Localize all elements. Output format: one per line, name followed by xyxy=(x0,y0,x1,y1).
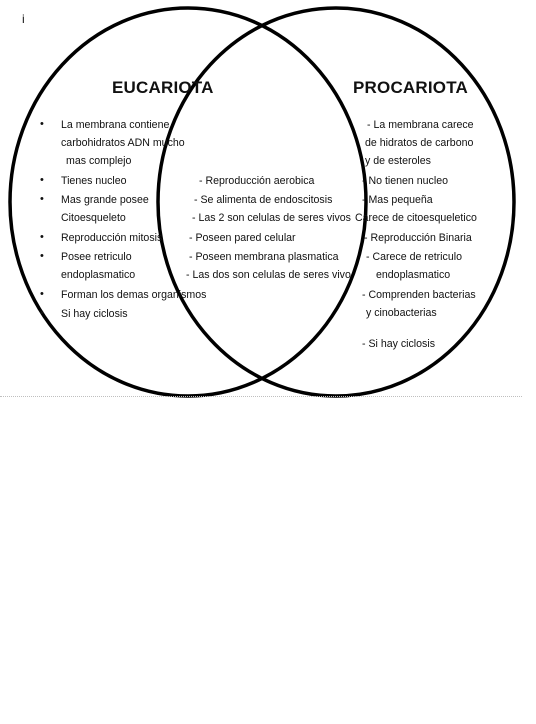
eukaryote-item: carbohidratos ADN mucho xyxy=(61,137,185,149)
prokaryote-item: - Reproducción Binaria xyxy=(364,232,472,244)
prokaryote-item: - Carece de retriculo xyxy=(366,251,462,263)
eukaryote-item: Tienes nucleo xyxy=(61,175,127,187)
shared-item: - Poseen membrana plasmatica xyxy=(189,251,339,263)
eukaryote-item: Citoesqueleto xyxy=(61,212,126,224)
bullet-icon: • xyxy=(40,118,44,130)
prokaryote-item: de hidratos de carbono xyxy=(365,137,474,149)
prokaryote-item: - Mas pequeña xyxy=(362,194,433,206)
shared-item: - Poseen pared celular xyxy=(189,232,296,244)
bullet-icon: • xyxy=(40,231,44,243)
prokaryote-item: - Comprenden bacterias xyxy=(362,289,476,301)
prokaryote-item: y cinobacterias xyxy=(366,307,437,319)
prokaryote-item: - La membrana carece xyxy=(367,119,474,131)
bullet-icon: • xyxy=(40,307,44,319)
prokaryote-item: - No tienen nucleo xyxy=(362,175,448,187)
eukaryote-item: endoplasmatico xyxy=(61,269,136,281)
prokaryote-item: y de esteroles xyxy=(365,155,431,167)
bullet-icon: • xyxy=(40,193,44,205)
shared-item: - Las dos son celulas de seres vivo xyxy=(186,269,351,281)
prokaryote-item: Carece de citoesqueletico xyxy=(355,212,477,224)
eukaryote-item: mas complejo xyxy=(66,155,132,167)
page-divider xyxy=(0,396,522,397)
corner-mark: i xyxy=(22,12,25,26)
bullet-icon: • xyxy=(40,174,44,186)
prokaryote-item: endoplasmatico xyxy=(376,269,451,281)
eukaryote-item: Si hay ciclosis xyxy=(61,308,128,320)
shared-item: - Reproducción aerobica xyxy=(199,175,315,187)
eukaryote-item: Posee retriculo xyxy=(61,251,132,263)
eukaryote-item: Mas grande posee xyxy=(61,194,149,206)
bullet-icon: • xyxy=(40,250,44,262)
eukaryote-item: Forman los demas organismos xyxy=(61,289,207,301)
eukaryote-title: EUCARIOTA xyxy=(112,78,214,97)
shared-item: - Se alimenta de endoscitosis xyxy=(194,194,333,206)
prokaryote-item: - Si hay ciclosis xyxy=(362,338,435,350)
eukaryote-item: La membrana contiene xyxy=(61,119,170,131)
eukaryote-item: Reproducción mitosis xyxy=(61,232,163,244)
bullet-icon: • xyxy=(40,288,44,300)
prokaryote-title: PROCARIOTA xyxy=(353,78,469,97)
shared-item: - Las 2 son celulas de seres vivos xyxy=(192,212,351,224)
